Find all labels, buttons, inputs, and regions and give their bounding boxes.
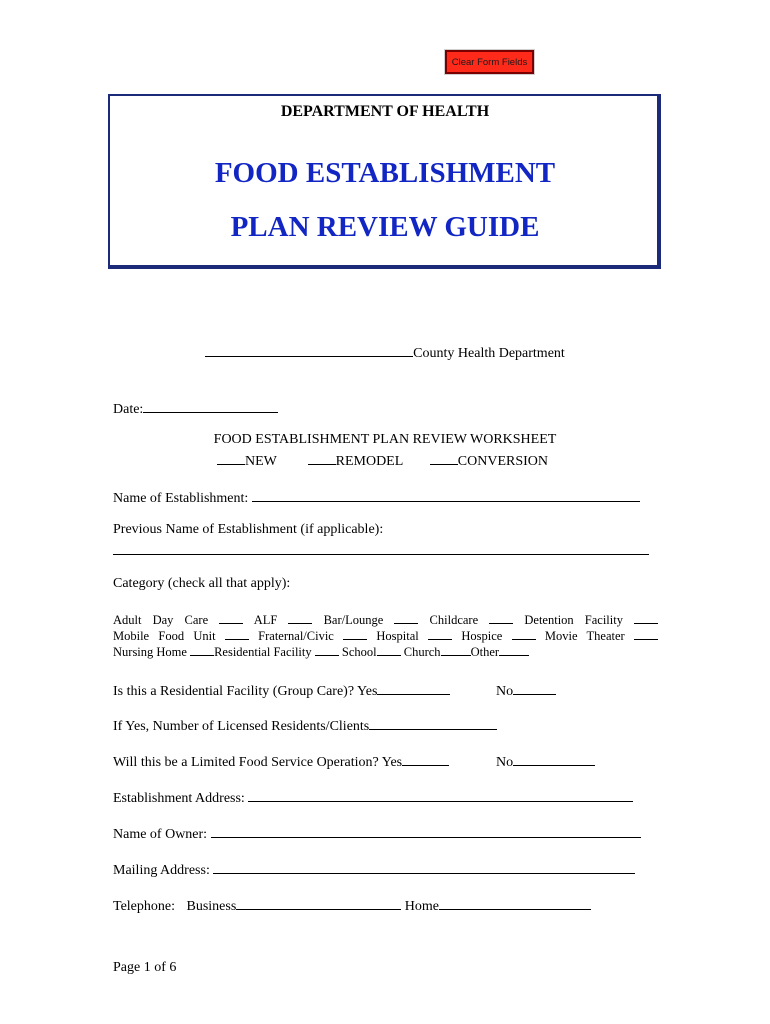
residential-no-label: No [496, 684, 514, 699]
category-checkbox[interactable] [377, 644, 401, 656]
telephone-label: Telephone: [113, 899, 175, 914]
category-nursing-home: Nursing Home [113, 645, 187, 659]
option-new-label: NEW [245, 454, 277, 469]
address-input[interactable] [248, 787, 633, 802]
worksheet-heading: FOOD ESTABLISHMENT PLAN REVIEW WORKSHEET [213, 432, 557, 447]
category-mobile-food-unit: Mobile Food Unit [113, 629, 216, 643]
residents-input[interactable] [369, 715, 497, 730]
category-checkbox[interactable] [441, 644, 471, 656]
limited-no-line [496, 751, 595, 771]
previous-name-line [113, 540, 649, 560]
category-school: School [341, 645, 377, 659]
category-childcare: Childcare [429, 613, 479, 627]
limited-yes-input[interactable] [402, 751, 449, 766]
date-line [113, 398, 278, 418]
date-label: Date: [113, 402, 144, 417]
category-checkbox[interactable] [225, 628, 249, 640]
owner-label: Name of Owner: [113, 827, 208, 842]
previous-name-label: Previous Name of Establishment (if applicable): [113, 522, 384, 537]
residential-yes-input[interactable] [377, 680, 450, 695]
county-label: County Health Department [413, 346, 565, 361]
title-line-2: PLAN REVIEW GUIDE [230, 211, 540, 243]
address-line [113, 787, 633, 807]
limited-question: Will this be a Limited Food Service Operation? Yes [113, 755, 403, 770]
owner-input[interactable] [211, 823, 641, 838]
county-input[interactable] [205, 342, 413, 357]
category-checkbox[interactable] [428, 628, 452, 640]
category-label: Category (check all that apply): [113, 576, 291, 591]
date-input[interactable] [143, 398, 278, 413]
category-checkbox[interactable] [634, 628, 658, 640]
county-line [0, 342, 770, 362]
category-alf: ALF [253, 613, 278, 627]
category-adult-day-care: Adult Day Care [113, 613, 209, 627]
establishment-name-label: Name of Establishment: [113, 491, 249, 506]
category-fraternal-civic: Fraternal/Civic [258, 629, 334, 643]
worksheet-options [217, 450, 548, 470]
home-phone-input[interactable] [439, 895, 591, 910]
limited-question-line [113, 751, 449, 771]
option-conversion-label: CONVERSION [457, 454, 549, 469]
category-checkbox[interactable] [343, 628, 367, 640]
previous-name-input[interactable] [113, 540, 649, 555]
category-checkbox[interactable] [219, 612, 243, 624]
remodel-checkbox[interactable] [308, 450, 336, 465]
conversion-checkbox[interactable] [430, 450, 458, 465]
home-label: Home [404, 899, 440, 914]
residential-question: Is this a Residential Facility (Group Care)? Yes [113, 684, 378, 699]
title-line-1: FOOD ESTABLISHMENT [214, 157, 556, 189]
clear-form-fields-button[interactable]: Clear Form Fields [445, 50, 534, 74]
category-detention-facility: Detention Facility [524, 613, 623, 627]
establishment-name-input[interactable] [252, 487, 640, 502]
category-other-input[interactable] [499, 644, 529, 656]
category-hospital: Hospital [376, 629, 419, 643]
department-heading: DEPARTMENT OF HEALTH [280, 103, 490, 120]
address-label: Establishment Address: [113, 791, 245, 806]
page-number: Page 1 of 6 [113, 960, 177, 975]
residents-label: If Yes, Number of Licensed Residents/Clients [113, 719, 370, 734]
residents-line [113, 715, 497, 735]
mailing-input[interactable] [213, 859, 635, 874]
new-checkbox[interactable] [217, 450, 245, 465]
business-label: Business [186, 899, 237, 914]
residential-no-line [496, 680, 556, 700]
category-checkbox[interactable] [489, 612, 513, 624]
mailing-label: Mailing Address: [113, 863, 210, 878]
category-other: Other [470, 645, 500, 659]
category-checkbox[interactable] [288, 612, 312, 624]
category-checkbox[interactable] [315, 644, 339, 656]
residential-no-input[interactable] [513, 680, 556, 695]
category-residential-facility: Residential Facility [214, 645, 312, 659]
category-row-2 [113, 628, 658, 644]
mailing-line [113, 859, 635, 879]
category-row-3 [113, 644, 529, 660]
category-checkbox[interactable] [512, 628, 536, 640]
limited-no-label: No [496, 755, 514, 770]
category-checkbox[interactable] [394, 612, 418, 624]
category-checkbox[interactable] [190, 644, 214, 656]
residential-question-line [113, 680, 450, 700]
category-bar-lounge: Bar/Lounge [323, 613, 384, 627]
category-row-1 [113, 612, 658, 628]
category-church: Church [403, 645, 441, 659]
option-remodel-label: REMODEL [335, 454, 403, 469]
owner-line [113, 823, 641, 843]
limited-no-input[interactable] [513, 751, 595, 766]
category-movie-theater: Movie Theater [544, 629, 625, 643]
category-checkbox[interactable] [634, 612, 658, 624]
establishment-name-line [113, 487, 640, 507]
category-hospice: Hospice [461, 629, 503, 643]
business-phone-input[interactable] [236, 895, 401, 910]
telephone-line [113, 895, 591, 915]
